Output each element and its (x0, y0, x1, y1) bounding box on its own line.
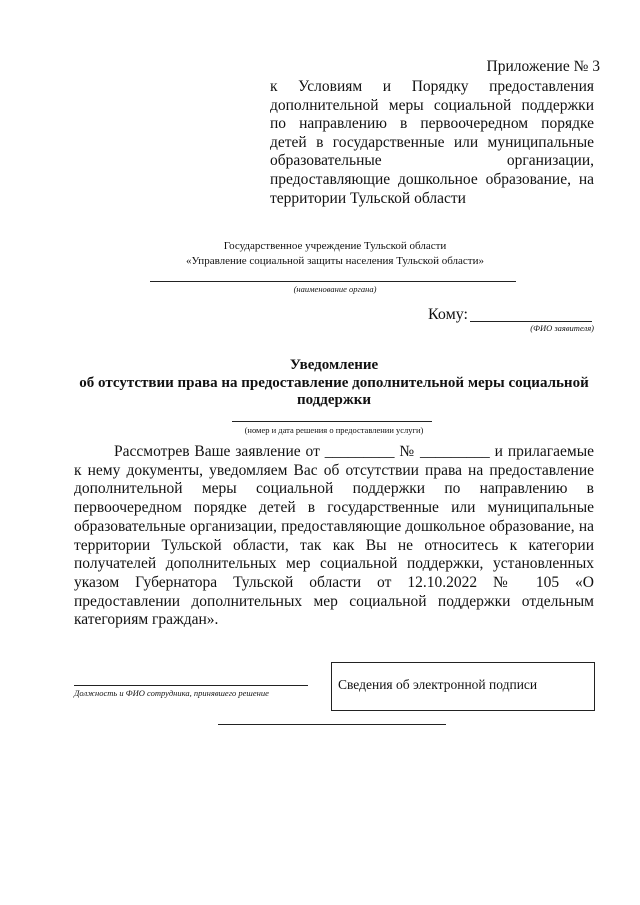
notice-body: Рассмотрев Ваше заявление от _________ № _________ и прилагаемые к нему документы, уведомляем Вас об отсутствии права на предоставление дополнительной меры социальной поддержки по направлению в первоочередном порядке детей в государственные или муниципальные образовательные организации, предоставляющие дошкольное образование, на территории Тульской области, так как Вы не относитесь к категории получателей дополнительных мер социальной поддержки, установленных указом Губернатора Тульской области от 12.10.2022 № 105 «О предоставлении дополнительных мер социальной поддержки отдельным категориям граждан». (74, 443, 594, 629)
organization-line1: Государственное учреждение Тульской области (223, 240, 447, 252)
appendix-text: к Условиям и Порядку предоставления дополнительной меры социальной поддержки по направлению в первоочередном порядке детей в государственные или муниципальные образовательные организации, предоставляющие дошкольное образование, на территории Тульской области (270, 78, 594, 207)
electronic-signature-label: Сведения об электронной подписи (338, 677, 538, 692)
appendix-title: Приложение № 3 (486, 58, 600, 75)
notice-title-line2: об отсутствии права на предоставление дополнительной меры социальной поддержки (79, 374, 589, 408)
notice-title (70, 357, 598, 410)
recipient-caption: (ФИО заявителя) (530, 323, 594, 333)
recipient-field-line (470, 321, 592, 322)
organization-underline (150, 281, 516, 282)
decision-number-caption: (номер и дата решения о предоставлении услуги) (244, 425, 424, 435)
decision-number-line (232, 421, 432, 422)
organization-block (150, 239, 520, 269)
organization-caption: (наименование органа) (293, 284, 377, 294)
recipient-label: Кому: (428, 306, 468, 323)
organization-line2: «Управление социальной защиты населения Тульской области» (185, 255, 484, 267)
bottom-divider (218, 724, 446, 725)
signature-line (74, 685, 308, 686)
notice-title-line1: Уведомление (289, 357, 379, 373)
signature-caption: Должность и ФИО сотрудника, принявшего решение (74, 688, 269, 698)
